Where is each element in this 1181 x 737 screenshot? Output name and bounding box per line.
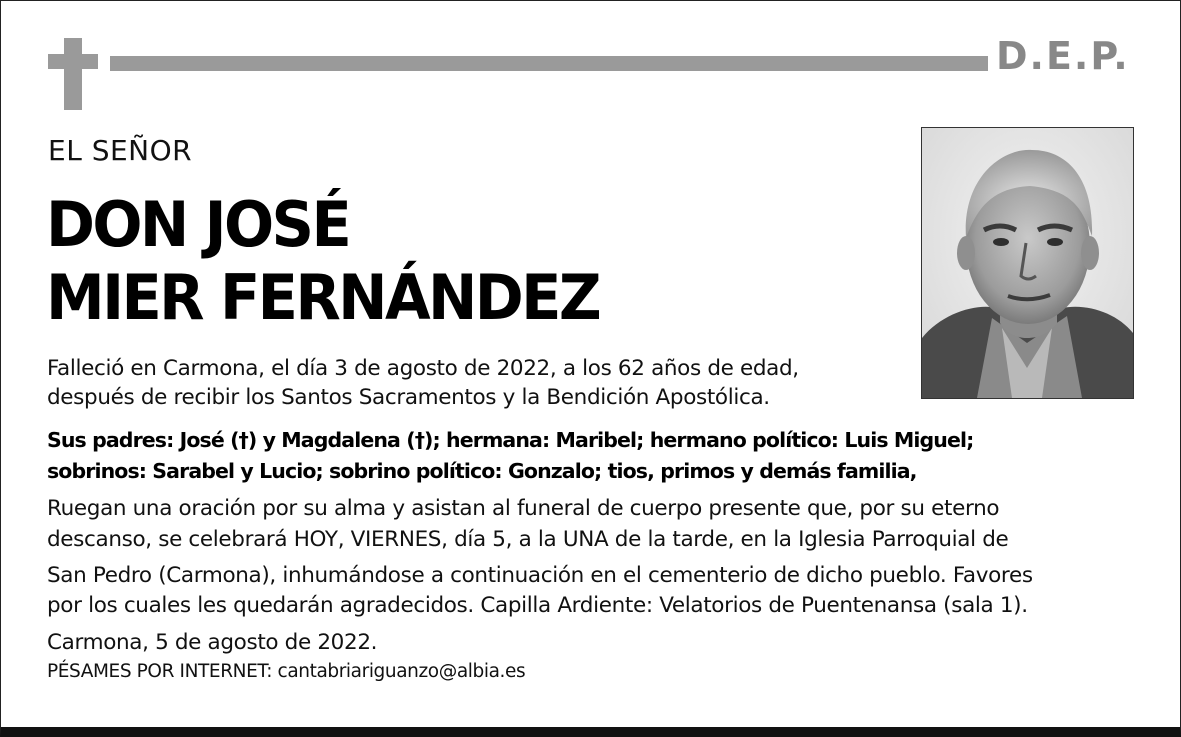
header-rule <box>110 56 988 71</box>
request-line-3: San Pedro (Carmona), inhumándose a continuación en el cementerio de dicho pueblo. Favores <box>47 563 1033 588</box>
place-date: Carmona, 5 de agosto de 2022. <box>47 630 378 655</box>
dep-label: D.E.P. <box>996 34 1130 78</box>
portrait-photo <box>921 127 1134 399</box>
honorific-title: EL SEÑOR <box>48 134 193 167</box>
deceased-name-line-2: MIER FERNÁNDEZ <box>46 260 600 334</box>
death-notice-line-1: Falleció en Carmona, el día 3 de agosto de 2022, a los 62 años de edad, <box>47 356 799 381</box>
request-line-1: Ruegan una oración por su alma y asistan al funeral de cuerpo presente que, por su eterno <box>47 496 1000 521</box>
request-line-4: por los cuales les quedarán agradecidos. Capilla Ardiente: Velatorios de Puentenansa (sala 1). <box>47 593 1028 618</box>
request-line-2: descanso, se celebrará HOY, VIERNES, día 5, a la UNA de la tarde, en la Iglesia Parroquial de <box>47 527 1009 552</box>
family-line-2: sobrinos: Sarabel y Lucio; sobrino político: Gonzalo; tios, primos y demás familia, <box>47 459 917 483</box>
death-notice-line-2: después de recibir los Santos Sacramentos y la Bendición Apostólica. <box>47 385 770 410</box>
condolences-contact: PÉSAMES POR INTERNET: cantabriariguanzo@albia.es <box>47 661 526 682</box>
family-line-1: Sus padres: José (†) y Magdalena (†); hermana: Maribel; hermano político: Luis Miguel; <box>47 428 974 452</box>
deceased-name-line-1: DON JOSÉ <box>46 187 350 261</box>
cross-icon <box>48 38 98 110</box>
